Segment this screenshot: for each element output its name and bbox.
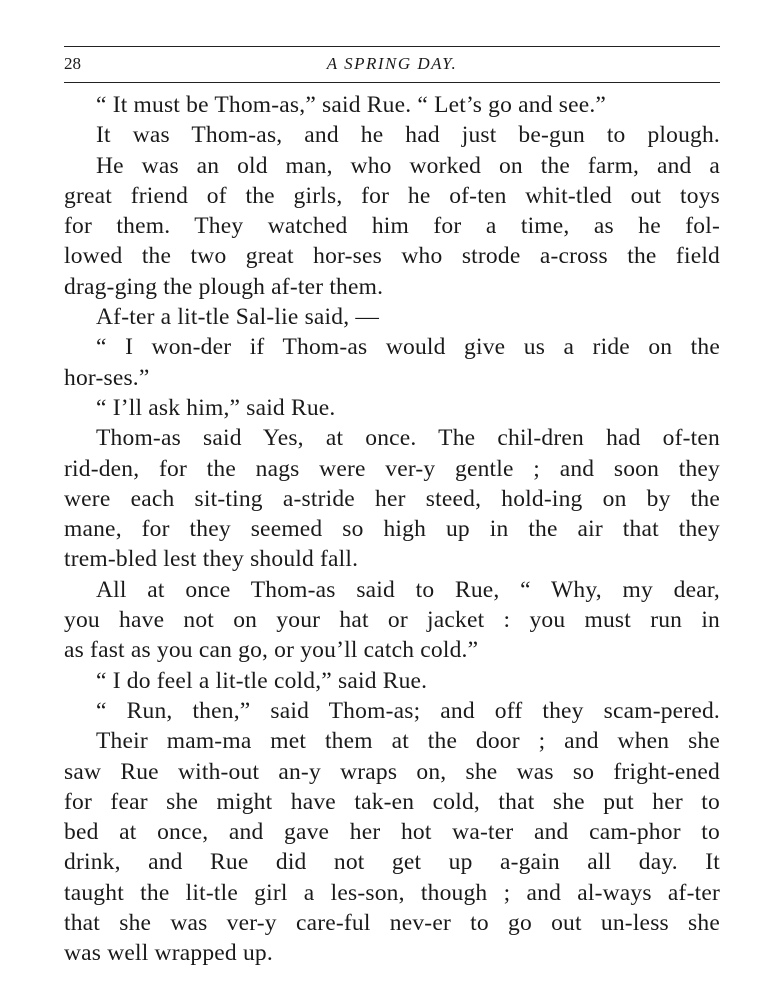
text-line: were each sit-ting a-stride her steed, hold-ing on by the (64, 485, 720, 512)
text-line: mane, for they seemed so high up in the air that they (64, 516, 720, 543)
text-line: trem-bled lest they should fall. (64, 546, 359, 573)
text-line: drink, and Rue did not get up a-gain all day. It (64, 849, 720, 876)
page-number: 28 (64, 54, 81, 73)
text-line: drag-ging the plough af-ter them. (64, 273, 384, 300)
text-line: for fear she might have tak-en cold, that she put her to (64, 788, 720, 815)
text-line: “ I’ll ask him,” said Rue. (96, 394, 336, 421)
text-line: rid-den, for the nags were ver-y gentle ; and soon they (64, 455, 720, 482)
text-line: “ It must be Thom-as,” said Rue. “ Let’s go and see.” (96, 92, 607, 118)
text-line: “ I do feel a lit-tle cold,” said Rue. (96, 667, 428, 694)
text-line: Af-ter a lit-tle Sal-lie said, — (96, 304, 380, 331)
text-line: you have not on your hat or jacket : you must run in (64, 607, 720, 634)
text-line: “ I won-der if Thom-as would give us a ride on the (96, 334, 720, 361)
text-line: “ Run, then,” said Thom-as; and off they scam-pered. (96, 697, 720, 724)
header-top-rule (64, 46, 720, 47)
text-line: All at once Thom-as said to Rue, “ Why, my dear, (96, 576, 720, 603)
text-line: that she was ver-y care-ful nev-er to go out un-less she (64, 910, 720, 937)
text-line: was well wrapped up. (64, 940, 273, 967)
body-text (64, 90, 720, 969)
text-line: Their mam-ma met them at the door ; and when she (96, 728, 720, 755)
text-line: It was Thom-as, and he had just be-gun to plough. (96, 122, 720, 149)
page-header (64, 54, 720, 78)
text-line: saw Rue with-out an-y wraps on, she was so fright-ened (64, 758, 720, 785)
text-line: bed at once, and gave her hot wa-ter and cam-phor to (64, 819, 720, 846)
text-line: as fast as you can go, or you’ll catch cold.” (64, 637, 479, 664)
text-line: great friend of the girls, for he of-ten whit-tled out toys (64, 182, 720, 209)
text-line: taught the lit-tle girl a les-son, though ; and al-ways af-ter (64, 879, 720, 906)
text-line: lowed the two great hor-ses who strode a-cross the field (64, 243, 720, 270)
header-bottom-rule (64, 82, 720, 83)
text-line: for them. They watched him for a time, as he fol- (64, 213, 720, 240)
text-line: He was an old man, who worked on the farm, and a (96, 152, 720, 179)
text-line: Thom-as said Yes, at once. The chil-dren had of-ten (96, 425, 720, 452)
running-title: A SPRING DAY. (326, 54, 458, 73)
text-line: hor-ses.” (64, 364, 150, 391)
